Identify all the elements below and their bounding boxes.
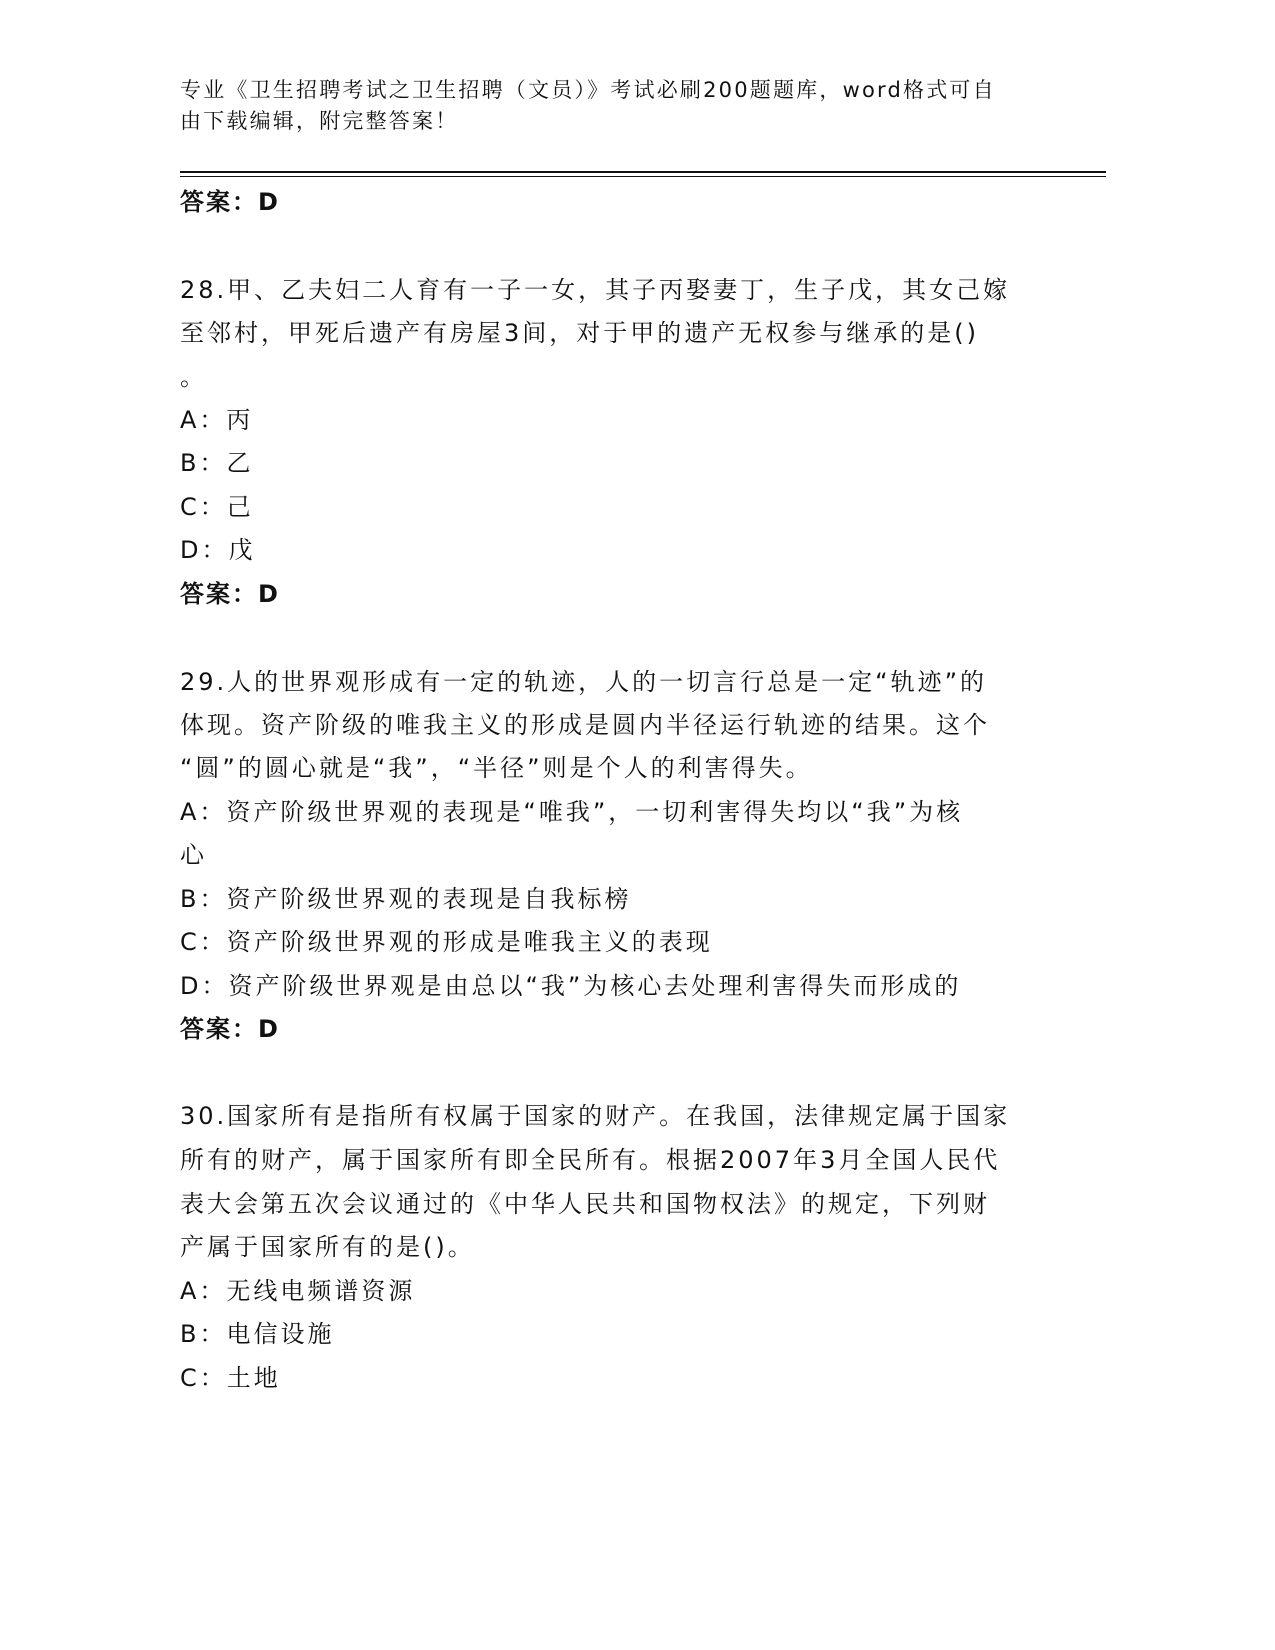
option-d: D：资产阶级世界观是由总以“我”为核心去处理利害得失而形成的 xyxy=(180,972,962,1000)
option-b: B：电信设施 xyxy=(180,1320,335,1348)
option-b: B：乙 xyxy=(180,449,254,477)
question-stem: 体现。资产阶级的唯我主义的形成是圆内半径运行轨迹的结果。这个 xyxy=(180,711,990,739)
question-stem: 28.甲、乙夫妇二人育有一子一女，其子丙娶妻丁，生子戊，其女己嫁 xyxy=(180,276,1011,304)
option-c: C：土地 xyxy=(180,1364,281,1392)
question-stem: 至邻村，甲死后遗产有房屋3间，对于甲的遗产无权参与继承的是() xyxy=(180,319,979,347)
option-b: B：资产阶级世界观的表现是自我标榜 xyxy=(180,885,632,913)
header-divider xyxy=(180,176,1106,177)
option-a-continued: 心 xyxy=(180,841,207,869)
question-stem: 产属于国家所有的是()。 xyxy=(180,1233,475,1261)
answer-line: 答案：D xyxy=(180,188,280,216)
option-c: C：己 xyxy=(180,493,254,521)
question-stem: 所有的财产，属于国家所有即全民所有。根据2007年3月全国人民代 xyxy=(180,1146,1001,1174)
question-stem: “圆”的圆心就是“我”，“半径”则是个人的利害得失。 xyxy=(180,754,813,782)
question-stem: 30.国家所有是指所有权属于国家的财产。在我国，法律规定属于国家 xyxy=(180,1102,1011,1130)
option-a: A：丙 xyxy=(180,406,254,434)
option-d: D：戊 xyxy=(180,536,256,564)
answer-line: 答案：D xyxy=(180,580,280,608)
answer-line: 答案：D xyxy=(180,1015,280,1043)
header-line: 由下载编辑，附完整答案！ xyxy=(180,109,459,133)
header-line: 专业《卫生招聘考试之卫生招聘（文员）》考试必刷200题题库，word格式可自 xyxy=(180,78,996,102)
question-stem: 表大会第五次会议通过的《中华人民共和国物权法》的规定，下列财 xyxy=(180,1190,990,1218)
option-a: A：无线电频谱资源 xyxy=(180,1277,416,1305)
question-stem: 29.人的世界观形成有一定的轨迹，人的一切言行总是一定“轨迹”的 xyxy=(180,668,988,696)
header-divider xyxy=(180,171,1106,173)
option-a: A：资产阶级世界观的表现是“唯我”，一切利害得失均以“我”为核 xyxy=(180,798,964,826)
option-c: C：资产阶级世界观的形成是唯我主义的表现 xyxy=(180,928,713,956)
question-stem: 。 xyxy=(180,363,207,391)
